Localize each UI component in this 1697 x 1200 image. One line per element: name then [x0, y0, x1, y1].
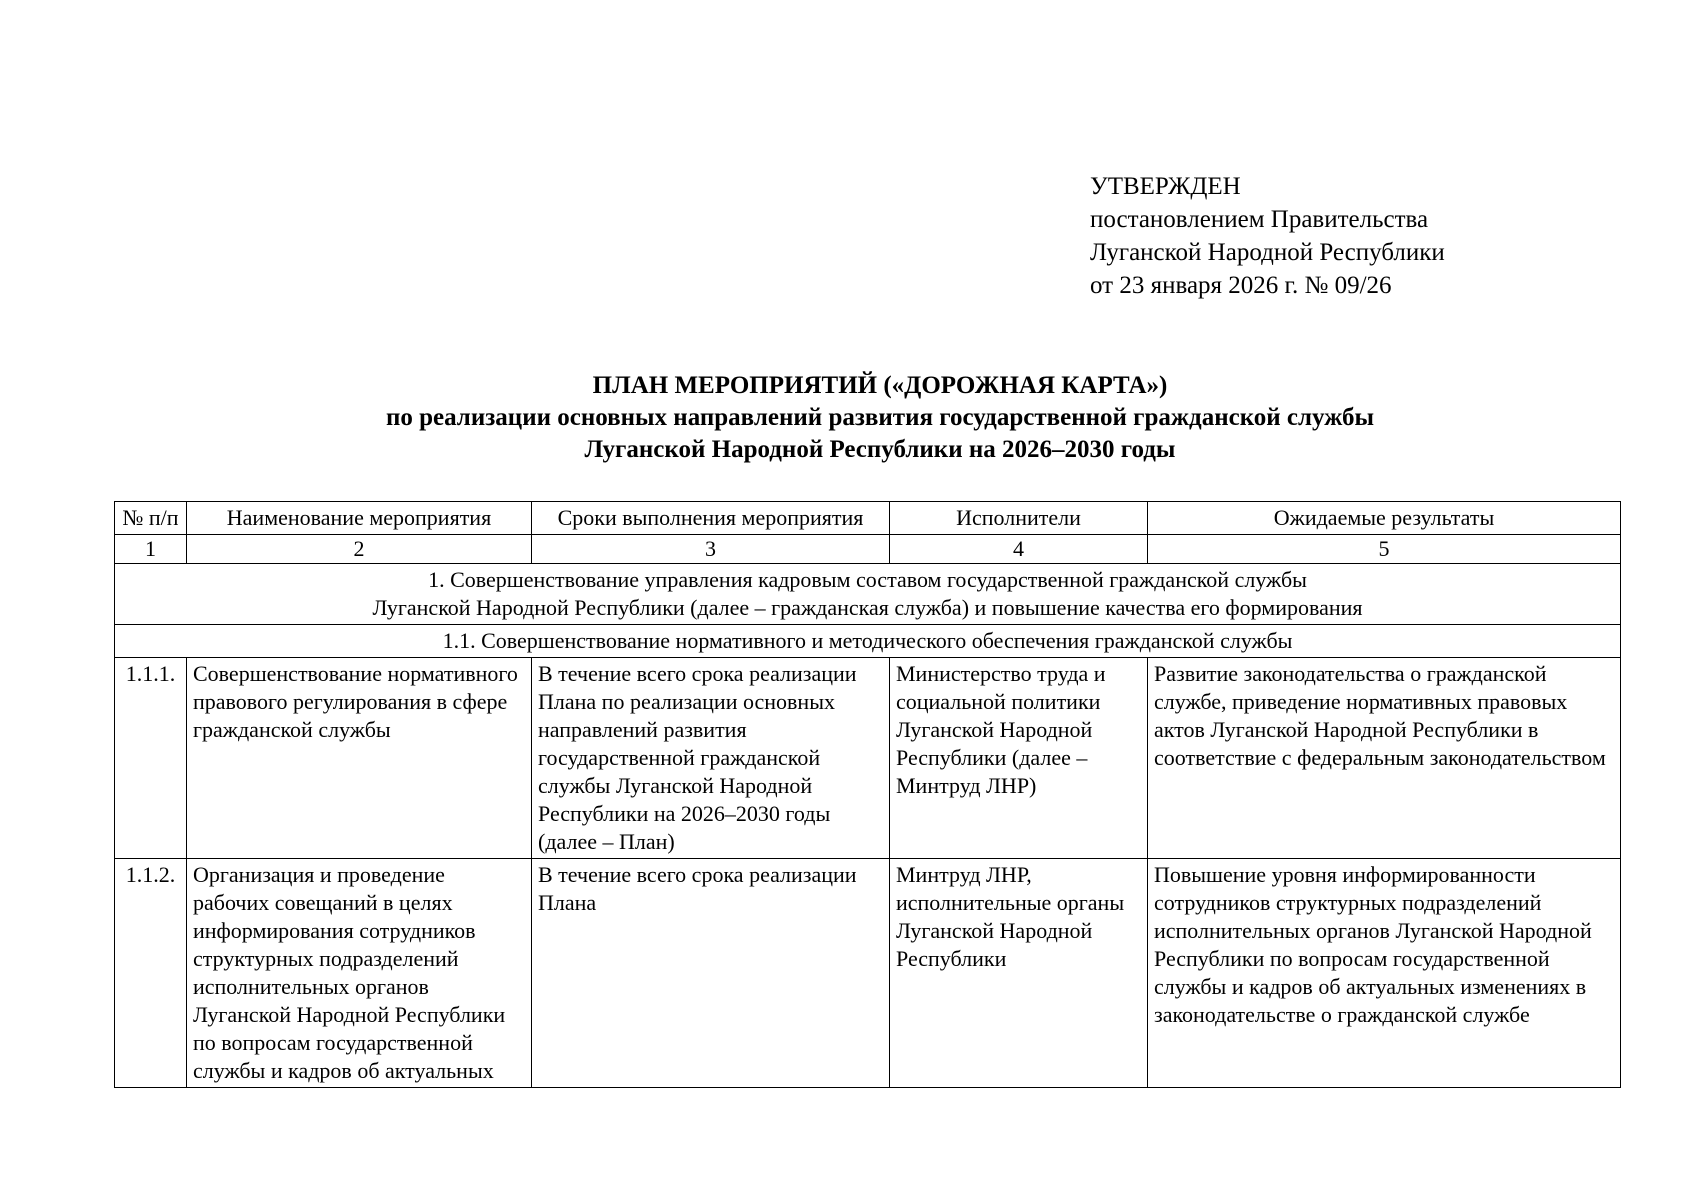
row-name: Совершенствование нормативного правового регулирования в сфере гражданской службы — [187, 658, 532, 859]
row-deadline: В течение всего срока реализации Плана по реализации основных направлений развития государственной гражданской службы Луганской Народной Республики на 2026–2030 годы (далее – План) — [532, 658, 890, 859]
row-results: Повышение уровня информированности сотрудников структурных подразделений исполнительных органов Луганской Народной Республики по вопросам государственной службы и кадров об актуальных изменениях в законодательстве о гражданской службе — [1148, 859, 1621, 1088]
section-row — [115, 564, 1621, 625]
header-executors: Исполнители — [890, 502, 1148, 535]
section-heading — [115, 564, 1621, 625]
subsection-row — [115, 625, 1621, 658]
section-heading-line-2: Луганской Народной Республики (далее – гражданская служба) и повышение качества его формирования — [372, 595, 1363, 620]
table-row — [115, 658, 1621, 859]
plan-table — [114, 501, 1621, 1088]
approval-line-2: постановлением Правительства — [1090, 206, 1429, 233]
column-number: 4 — [890, 535, 1148, 564]
row-num: 1.1.2. — [115, 859, 187, 1088]
approval-block — [1090, 170, 1445, 302]
row-num: 1.1.1. — [115, 658, 187, 859]
approval-date: от 23 января 2026 г. № 09/26 — [1090, 272, 1392, 299]
title-line-2: по реализации основных направлений развития государственной гражданской службы — [385, 404, 1375, 431]
row-executors: Министерство труда и социальной политики Луганской Народной Республики (далее – Минтруд ЛНР) — [890, 658, 1148, 859]
document-title — [0, 370, 1697, 466]
row-executors: Минтруд ЛНР, исполнительные органы Луганской Народной Республики — [890, 859, 1148, 1088]
column-number: 5 — [1148, 535, 1621, 564]
header-num: № п/п — [115, 502, 187, 535]
title-line-3: Луганской Народной Республики на 2026–2030 годы — [584, 436, 1176, 463]
header-deadline: Сроки выполнения мероприятия — [532, 502, 890, 535]
column-number: 2 — [187, 535, 532, 564]
table-header-row — [115, 502, 1621, 535]
row-results: Развитие законодательства о гражданской службе, приведение нормативных правовых актов Луганской Народной Республики в соответствие с федеральным законодательством — [1148, 658, 1621, 859]
header-results: Ожидаемые результаты — [1148, 502, 1621, 535]
subsection-heading: 1.1. Совершенствование нормативного и методического обеспечения гражданской службы — [115, 625, 1621, 658]
section-heading-line-1: 1. Совершенствование управления кадровым составом государственной гражданской службы — [428, 567, 1307, 592]
header-name: Наименование мероприятия — [187, 502, 532, 535]
column-numbers-row — [115, 535, 1621, 564]
table-row — [115, 859, 1621, 1088]
column-number: 3 — [532, 535, 890, 564]
approval-line-3: Луганской Народной Республики — [1090, 239, 1445, 266]
title-line-1: ПЛАН МЕРОПРИЯТИЙ («ДОРОЖНАЯ КАРТА») — [592, 372, 1168, 399]
row-name: Организация и проведение рабочих совещаний в целях информирования сотрудников структурных подразделений исполнительных органов Луганской Народной Республики по вопросам государственной службы и кадров об актуальных — [187, 859, 532, 1088]
column-number: 1 — [115, 535, 187, 564]
approval-heading: УТВЕРЖДЕН — [1090, 173, 1241, 200]
row-deadline: В течение всего срока реализации Плана — [532, 859, 890, 1088]
